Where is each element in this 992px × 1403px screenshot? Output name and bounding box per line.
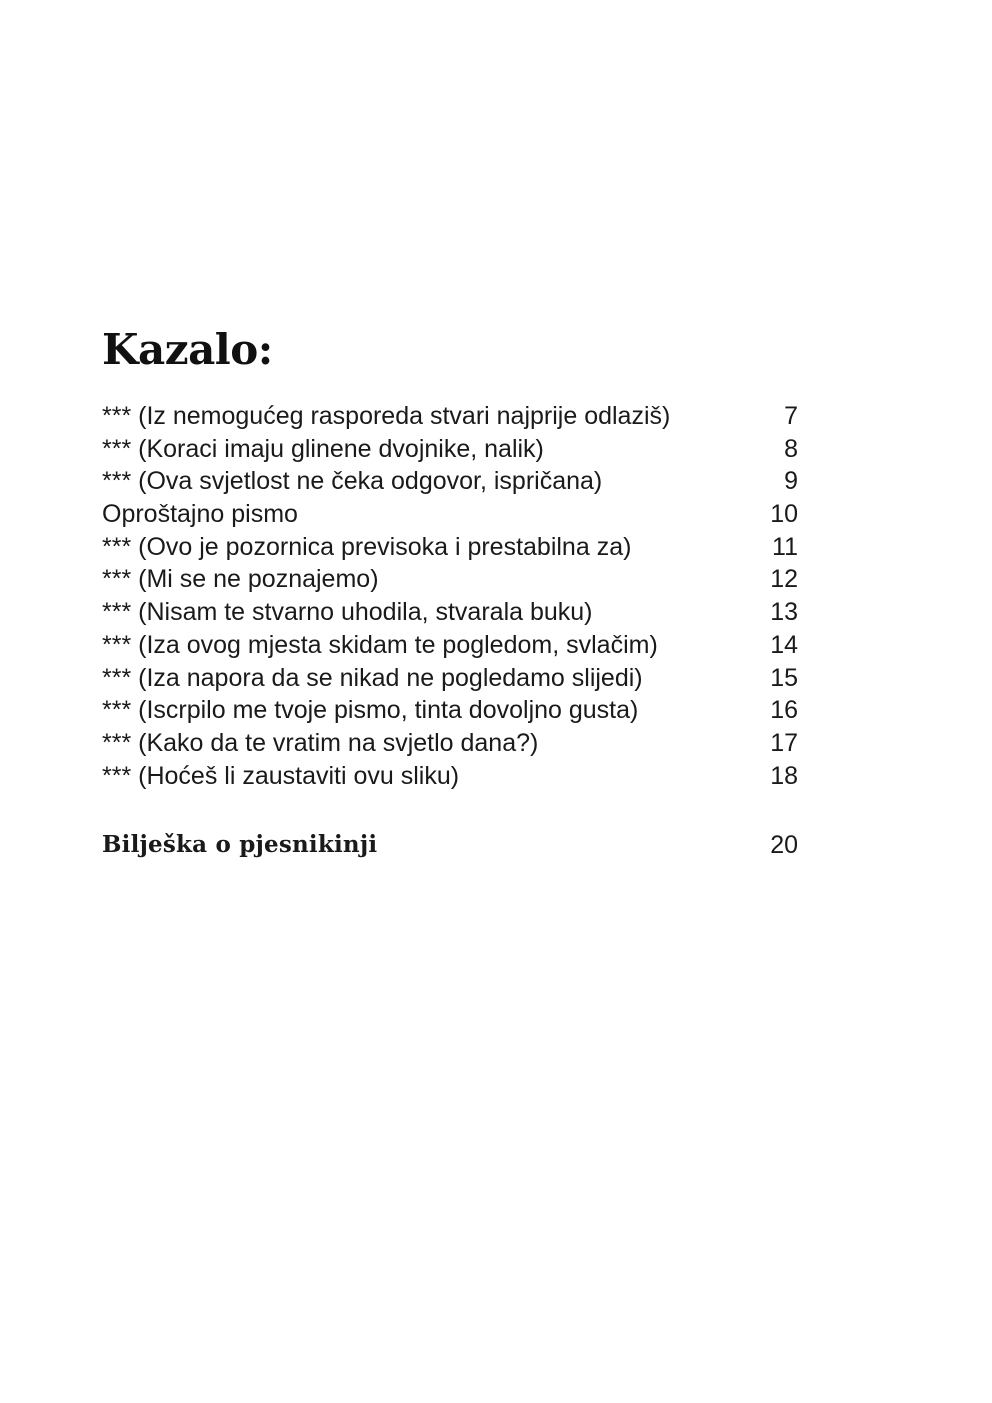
- toc-entry-page: 10: [770, 500, 798, 529]
- toc-entry-title: *** (Kako da te vratim na svjetlo dana?): [102, 728, 539, 757]
- author-note-entry: [102, 828, 798, 862]
- toc-entry-page: 11: [772, 532, 798, 561]
- toc-entry: [102, 563, 798, 596]
- toc-entry-title: *** (Nisam te stvarno uhodila, stvarala buku): [102, 598, 593, 627]
- toc-entry-page: 12: [770, 565, 798, 594]
- toc-entry-title: *** (Iza ovog mjesta skidam te pogledom, svlačim): [102, 630, 658, 659]
- toc-entry-page: 14: [770, 630, 798, 659]
- toc-entry-title: *** (Mi se ne poznajemo): [102, 565, 379, 594]
- toc-entry: [102, 760, 798, 793]
- table-of-contents: [102, 400, 798, 792]
- toc-entry-page: 15: [770, 663, 798, 692]
- toc-entry-title: *** (Iza napora da se nikad ne pogledamo slijedi): [102, 663, 643, 692]
- toc-entry: [102, 531, 798, 564]
- toc-entry: [102, 596, 798, 629]
- toc-entry: [102, 629, 798, 662]
- toc-entry: [102, 433, 798, 466]
- toc-entry-title: *** (Iz nemogućeg rasporeda stvari najprije odlaziš): [102, 402, 671, 430]
- toc-entry-title: *** (Ovo je pozornica previsoka i prestabilna za): [102, 532, 632, 561]
- page-title: Kazalo:: [102, 325, 273, 374]
- toc-entry-title: Oproštajno pismo: [102, 500, 298, 529]
- toc-entry-title: *** (Hoćeš li zaustaviti ovu sliku): [102, 761, 460, 790]
- toc-entry-page: 18: [770, 761, 798, 790]
- author-note-page: 20: [770, 831, 798, 859]
- toc-entry-page: 8: [784, 434, 798, 463]
- toc-entry-page: 17: [770, 728, 798, 757]
- toc-entry: [102, 694, 798, 727]
- toc-entry: [102, 465, 798, 498]
- toc-entry-page: 13: [770, 598, 798, 627]
- toc-entry-title: *** (Ova svjetlost ne čeka odgovor, ispričana): [102, 467, 603, 496]
- toc-entry: [102, 727, 798, 760]
- toc-entry: [102, 400, 798, 433]
- author-note-title: Bilješka o pjesnikinji: [102, 831, 378, 858]
- toc-entry-title: *** (Koraci imaju glinene dvojnike, nalik): [102, 434, 544, 463]
- toc-entry-page: 16: [770, 696, 798, 725]
- toc-entry-title: *** (Iscrpilo me tvoje pismo, tinta dovoljno gusta): [102, 696, 639, 725]
- toc-entry: [102, 662, 798, 695]
- toc-entry-page: 9: [784, 467, 798, 496]
- toc-entry-page: 7: [784, 402, 798, 430]
- toc-entry: [102, 498, 798, 531]
